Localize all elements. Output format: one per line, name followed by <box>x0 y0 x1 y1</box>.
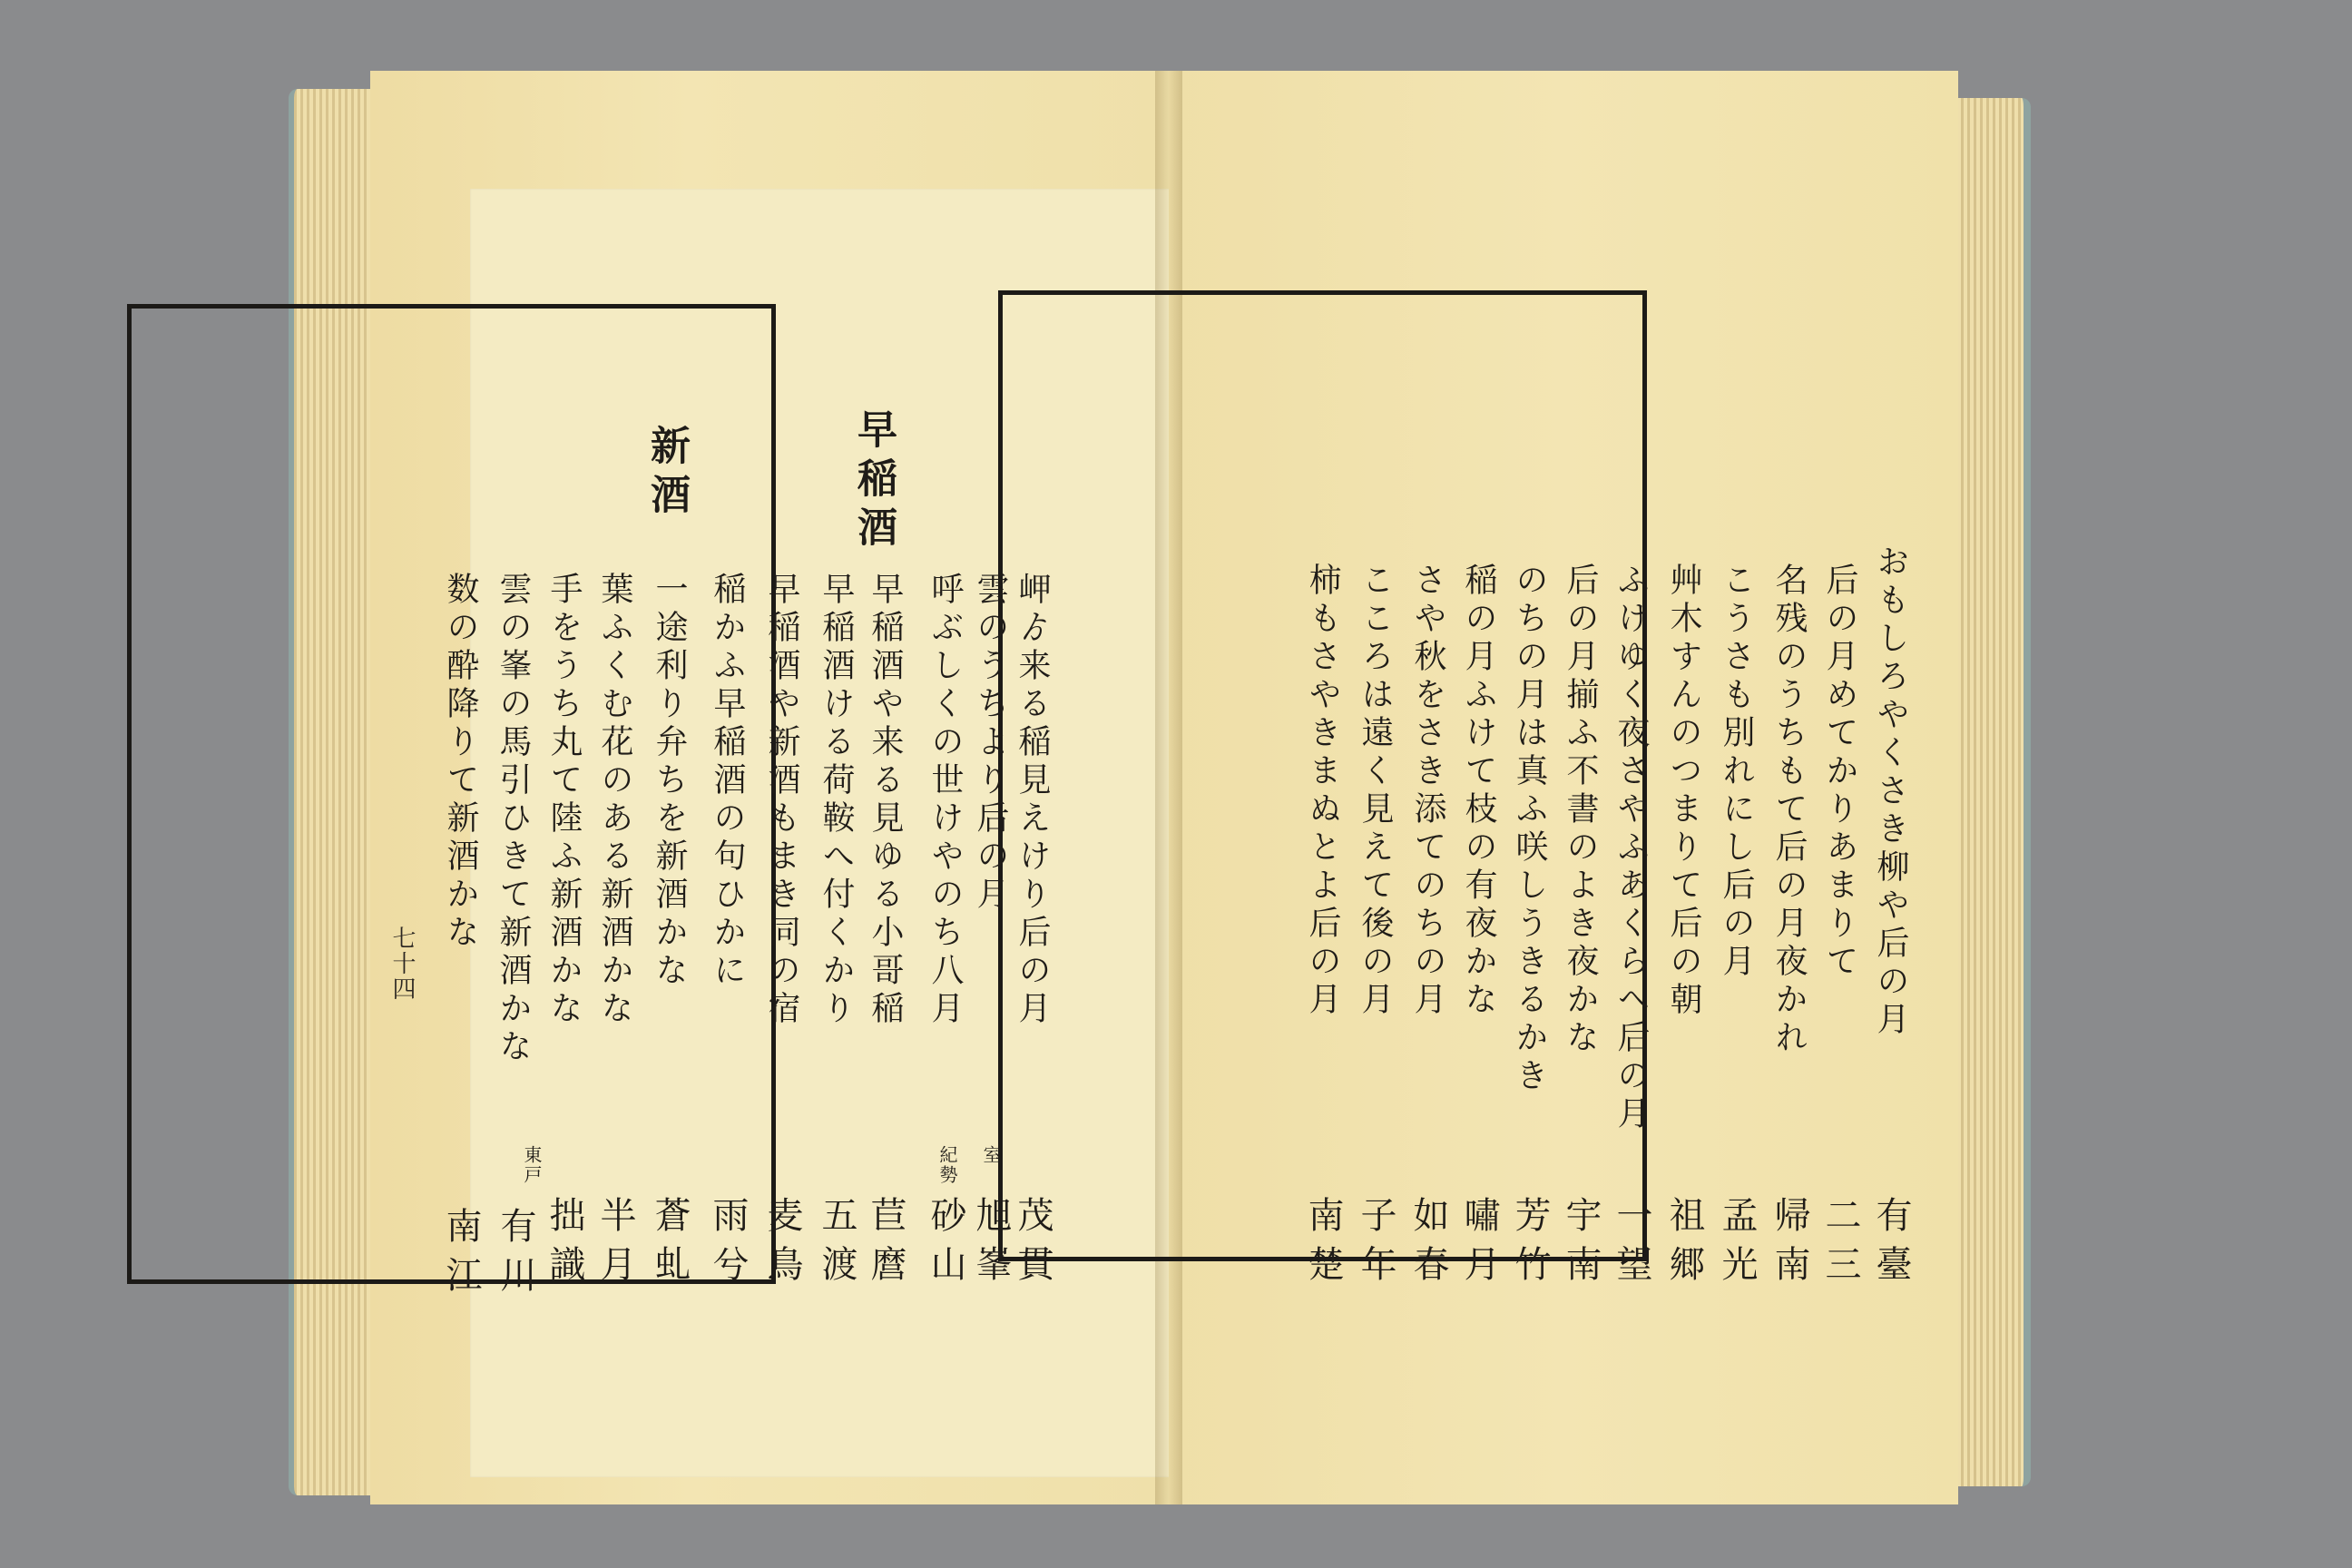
verse-text: こころは遠く見えて後の月 <box>1357 563 1394 1020</box>
poet-name: 南楚 <box>1302 1196 1344 1294</box>
poet-name: 芳竹 <box>1509 1196 1551 1294</box>
verse-text: さや秋をさき添てのちの月 <box>1409 563 1446 1020</box>
poet-name: 二三 <box>1819 1196 1861 1294</box>
poet-name: 蒼虬 <box>649 1196 691 1294</box>
poet-name: 拙識 <box>544 1196 585 1294</box>
verse-text: 雲の峯の馬引ひきて新酒かな <box>495 572 532 1067</box>
poet-name: 孟光 <box>1716 1196 1758 1294</box>
poet-name: 有川 <box>495 1207 536 1305</box>
poet-name: 半月 <box>594 1196 636 1294</box>
poet-name: 砂山 <box>925 1196 966 1294</box>
poet-origin-mark: 室 <box>980 1145 1002 1165</box>
poet-origin-mark: 紀勢 <box>936 1145 958 1185</box>
poet-name: 帰南 <box>1769 1196 1810 1294</box>
page-block-right-edge <box>1951 98 2031 1486</box>
verse-text: こうさも別れにし后の月 <box>1718 563 1755 982</box>
verse-text: 呼ぶしくの世けやのち八月 <box>926 572 964 1029</box>
verse-text: 一途利り弁ちを新酒かな <box>651 572 688 991</box>
verse-text: 早稲酒ける荷鞍へ付くかり <box>818 572 855 1029</box>
verse-text: 早稲酒や来る見ゆる小哥稲 <box>867 572 904 1029</box>
poet-name: 麦鳥 <box>761 1196 803 1294</box>
verse-text: おもしろやくさき柳や后の月 <box>1872 544 1909 1040</box>
poet-name: 子年 <box>1355 1196 1396 1294</box>
verse-text: 雲のうちより后の月 <box>972 572 1009 915</box>
poet-name: 雨兮 <box>707 1196 749 1294</box>
poet-name: 茂貫 <box>1012 1196 1054 1294</box>
verse-text: 柿もさやきまぬとよ后の月 <box>1304 563 1341 1020</box>
poet-origin-mark: 東戸 <box>521 1145 543 1185</box>
verse-text: 稲かふ早稲酒の句ひかに <box>709 572 746 991</box>
poet-name: 苣麿 <box>865 1196 906 1294</box>
poet-name: 一望 <box>1611 1196 1652 1294</box>
verse-text: 岬ゟ来る稲見えけり后の月 <box>1014 572 1051 1029</box>
verse-text: ふけゆく夜さやふあくらへ后の月 <box>1612 563 1650 1134</box>
poet-name: 宇南 <box>1560 1196 1602 1294</box>
poet-name: 如春 <box>1407 1196 1449 1294</box>
poet-name: 祖郷 <box>1663 1196 1705 1294</box>
verse-text: 艸木すんのつまりて后の朝 <box>1665 563 1702 1020</box>
heading-wase-zake: 早稲酒 <box>850 408 897 555</box>
verse-text: 数の酔降りて新酒かな <box>442 572 479 953</box>
verse-text: 后の月揃ふ不書のよき夜かな <box>1562 563 1599 1058</box>
verse-text: 早稲酒や新酒もまき同の宿 <box>763 572 800 1029</box>
verse-text: のちの月は真ふ咲しうきるかき <box>1511 563 1548 1096</box>
folio-number: 七十四 <box>388 926 416 1002</box>
verse-text: 稲の月ふけて枝の有夜かな <box>1460 563 1497 1020</box>
poet-name: 南江 <box>440 1207 482 1305</box>
poet-name: 有臺 <box>1870 1196 1912 1294</box>
heading-shinshu: 新酒 <box>643 425 690 523</box>
poet-name: 嘯月 <box>1458 1196 1500 1294</box>
poet-name: 五渡 <box>816 1196 858 1294</box>
verse-text: 名残のうちもて后の月夜かれ <box>1770 563 1808 1058</box>
verse-text: 后の月めてかりあまりて <box>1821 563 1858 982</box>
verse-text: 手をうち丸て陸ふ新酒かな <box>545 572 583 1029</box>
verse-text: 葉ふくむ花のある新酒かな <box>596 572 633 1029</box>
poet-name: 旭峯 <box>970 1196 1012 1294</box>
